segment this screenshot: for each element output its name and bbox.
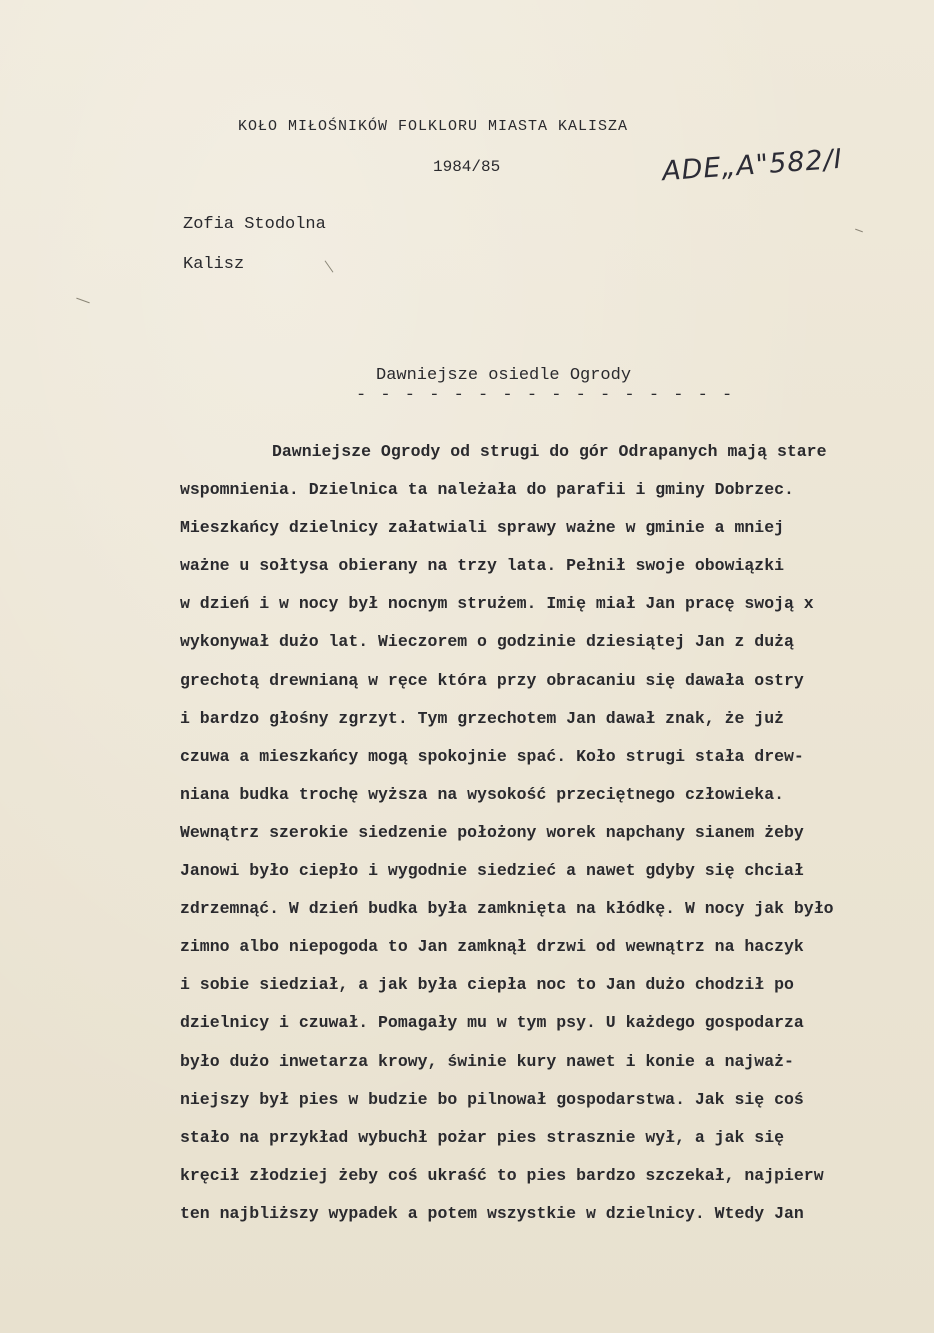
body-line: ważne u sołtysa obierany na trzy lata. Pełnił swoje obowiązki — [180, 556, 784, 576]
body-line: i sobie siedział, a jak była ciepła noc to Jan dużo chodził po — [180, 975, 794, 995]
paper-speck — [325, 260, 334, 272]
body-line: wykonywał dużo lat. Wieczorem o godzinie dziesiątej Jan z dużą — [180, 632, 794, 652]
body-line: niana budka trochę wyższa na wysokość przeciętnego człowieka. — [180, 784, 784, 804]
body-line: niejszy był pies w budzie bo pilnował gospodarstwa. Jak się coś — [180, 1089, 804, 1109]
author-city: Kalisz — [183, 255, 245, 274]
season-year: 1984/85 — [433, 158, 501, 176]
body-line: Janowi było ciepło i wygodnie siedzieć a nawet gdyby się chciał — [180, 861, 804, 881]
body-line: Dawniejsze Ogrody od strugi do gór Odrapanych mają stare — [272, 442, 827, 461]
body-line: kręcił złodziej żeby coś ukraść to pies bardzo szczekał, najpierw — [180, 1165, 824, 1185]
body-line: było dużo inwetarza krowy, świnie kury nawet i konie a najważ- — [180, 1051, 794, 1071]
document-title: Dawniejsze osiedle Ogrody — [376, 366, 632, 385]
body-line: zimno albo niepogoda to Jan zamknął drzwi od wewnątrz na haczyk — [180, 937, 804, 957]
body-line: ten najbliższy wypadek a potem wszystkie w dzielnicy. Wtedy Jan — [180, 1203, 804, 1223]
body-line: Mieszkańcy dzielnicy załatwiali sprawy ważne w gminie a mniej — [180, 518, 784, 538]
body-line: zdrzemnąć. W dzień budka była zamknięta na kłódkę. W nocy jak było — [180, 899, 834, 919]
body-line: czuwa a mieszkańcy mogą spokojnie spać. Koło strugi stała drew- — [180, 746, 804, 766]
paper-speck — [855, 229, 863, 233]
title-underline: - - - - - - - - - - - - - - - - — [356, 386, 735, 405]
body-line: i bardzo głośny zgrzyt. Tym grzechotem Jan dawał znak, że już — [180, 708, 784, 728]
body-line: stało na przykład wybuchł pożar pies strasznie wył, a jak się — [180, 1127, 784, 1147]
body-line: Wewnątrz szerokie siedzenie położony worek napchany sianem żeby — [180, 822, 804, 842]
organization-header: KOŁO MIŁOŚNIKÓW FOLKLORU MIASTA KALISZA — [238, 118, 629, 135]
handwritten-archive-mark: ADE„A"582/I — [661, 143, 844, 188]
paper-speck — [76, 298, 89, 304]
author-name: Zofia Stodolna — [183, 215, 326, 234]
body-line: w dzień i w nocy był nocnym strużem. Imię miał Jan pracę swoją x — [180, 594, 814, 614]
body-line: dzielnicy i czuwał. Pomagały mu w tym psy. U każdego gospodarza — [180, 1013, 804, 1033]
body-line: grechotą drewnianą w ręce która przy obracaniu się dawała ostry — [180, 670, 804, 690]
body-line: wspomnienia. Dzielnica ta należała do parafii i gminy Dobrzec. — [180, 480, 794, 500]
document-body — [180, 438, 920, 1238]
